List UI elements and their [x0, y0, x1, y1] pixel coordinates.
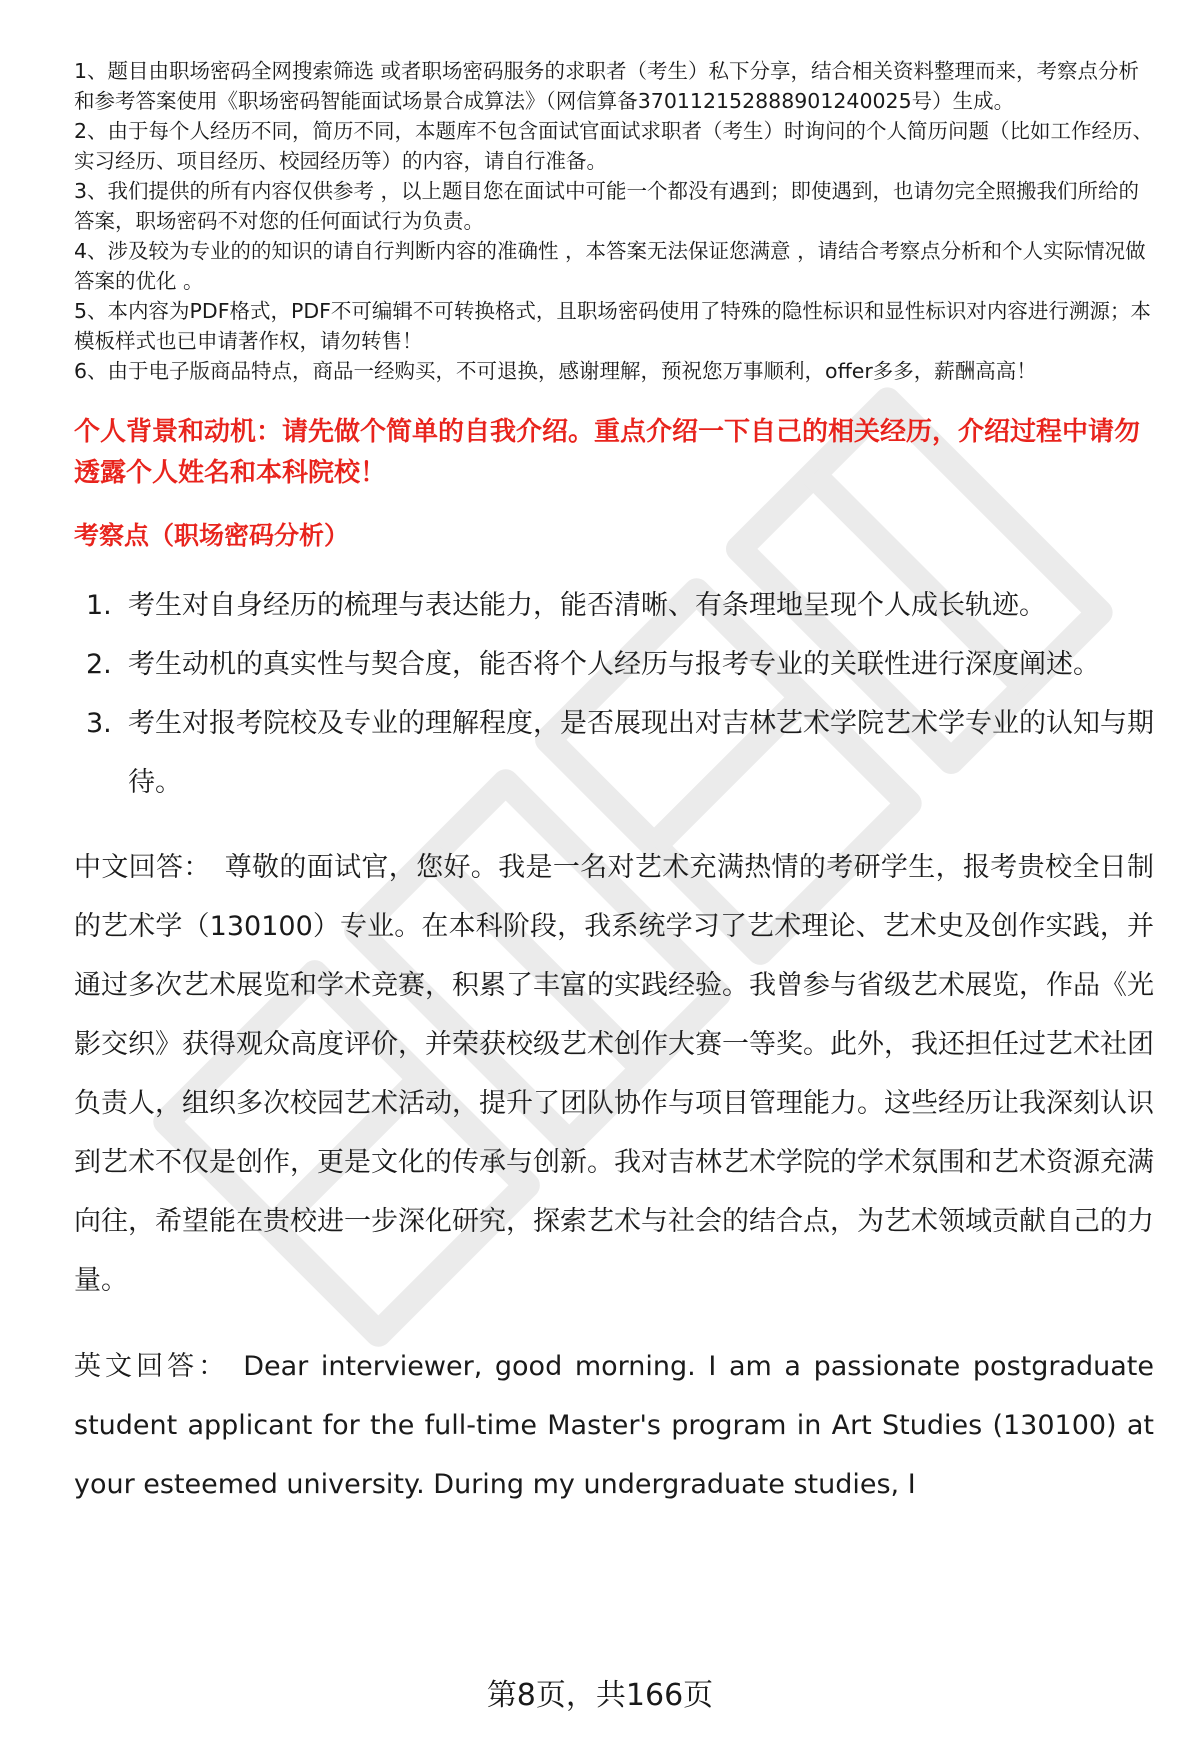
disclaimer-item: 6、由于电子版商品特点，商品一经购买，不可退换，感谢理解，预祝您万事顺利，offer多多，薪酬高高！ [74, 359, 1037, 383]
disclaimer-item: 3、我们提供的所有内容仅供参考 ，以上题目您在面试中可能一个都没有遇到；即使遇到，也请勿完全照搬我们所给的答案，职场密码不对您的任何面试行为负责。 [74, 179, 1140, 233]
answer-chinese-label: 中文回答： [74, 852, 211, 883]
disclaimer-item: 1、题目由职场密码全网搜索筛选 或者职场密码服务的求职者（考生）私下分享，结合相关资料整理而来，考察点分析和参考答案使用《职场密码智能面试场景合成算法》（网信算备370112152888901240025号）生成。 [74, 59, 1140, 113]
answer-english-text: Dear interviewer, good morning. I am a passionate postgraduate student applicant for the full-time Master's program in Art Studies (130100) at your esteemed university. During my undergraduate studies, I [74, 1351, 1155, 1500]
point-number: 1. [86, 590, 112, 621]
disclaimer-item: 5、本内容为PDF格式，PDF不可编辑不可转换格式，且职场密码使用了特殊的隐性标识和显性标识对内容进行溯源；本模板样式也已申请著作权，请勿转售！ [74, 299, 1151, 353]
points-heading: 考察点（职场密码分析） [74, 521, 350, 550]
point-text: 考生对自身经历的梳理与表达能力，能否清晰、有条理地呈现个人成长轨迹。 [128, 590, 1046, 621]
answer-chinese-text: 尊敬的面试官，您好。我是一名对艺术充满热情的考研学生，报考贵校全日制的艺术学（130100）专业。在本科阶段，我系统学习了艺术理论、艺术史及创作实践，并通过多次艺术展览和学术竞赛，积累了丰富的实践经验。我曾参与省级艺术展览，作品《光影交织》获得观众高度评价，并荣获校级艺术创作大赛一等奖。此外，我还担任过艺术社团负责人，组织多次校园艺术活动，提升了团队协作与项目管理能力。这些经历让我深刻认识到艺术不仅是创作，更是文化的传承与创新。我对吉林艺术学院的学术氛围和艺术资源充满向往，希望能在贵校进一步深化研究，探索艺术与社会的结合点，为艺术领域贡献自己的力量。 [74, 852, 1155, 1296]
point-item [74, 694, 1154, 812]
disclaimer-item: 2、由于每个人经历不同，简历不同，本题库不包含面试官面试求职者（考生）时询问的个人简历问题（比如工作经历、实习经历、项目经历、校园经历等）的内容，请自行准备。 [74, 119, 1154, 173]
disclaimer-item: 4、涉及较为专业的的知识的请自行判断内容的准确性 ，本答案无法保证您满意 ，请结合考察点分析和个人实际情况做答案的优化 。 [74, 239, 1146, 293]
answer-english [74, 1337, 1154, 1514]
page-footer: 第8页，共166页 [486, 1678, 714, 1713]
point-text: 考生动机的真实性与契合度，能否将个人经历与报考专业的关联性进行深度阐述。 [128, 649, 1100, 680]
points-list [74, 576, 1154, 812]
point-text: 考生对报考院校及专业的理解程度，是否展现出对吉林艺术学院艺术学专业的认知与期待。 [128, 708, 1154, 798]
document-page [74, 56, 1154, 1541]
answer-chinese [74, 838, 1154, 1310]
question-heading: 个人背景和动机：请先做个简单的自我介绍。重点介绍一下自己的相关经历，介绍过程中请勿透露个人姓名和本科院校！ [74, 417, 1141, 488]
disclaimer-list [74, 56, 1154, 386]
point-number: 2. [86, 649, 112, 680]
answer-english-label: 英文回答： [74, 1351, 230, 1382]
point-item [74, 635, 1154, 694]
point-number: 3. [86, 708, 112, 739]
point-item [74, 576, 1154, 635]
